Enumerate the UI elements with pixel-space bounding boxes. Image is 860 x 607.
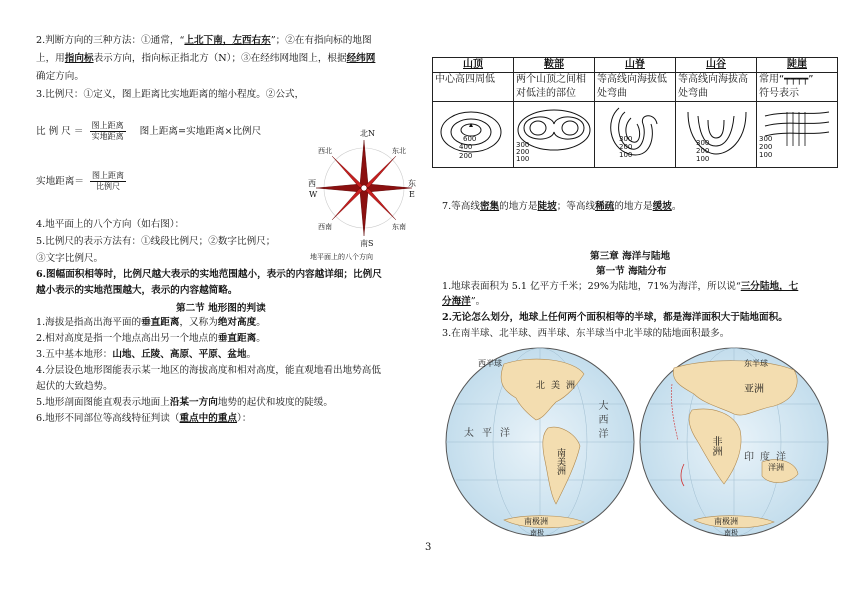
terrain-name: 山脊 [595, 58, 676, 73]
northern-hemisphere-note: 3.在南半球、北半球、西半球、东半球当中北半球的陆地面积最多。 [442, 328, 730, 339]
desc-line: 两个山顶之间相 [516, 74, 586, 85]
fraction-denominator: 比例尺 [96, 182, 121, 191]
direction-rule: 上北下南，左西右东 [184, 35, 271, 46]
atlantic-label: 大西洋 [596, 400, 607, 442]
world-hemispheres-map [444, 344, 830, 540]
compass-west: 西 [308, 179, 316, 188]
earth-surface-line1 [442, 280, 798, 294]
layered-map-line2: 起伏的大致趋势。 [36, 381, 113, 392]
text-span: 2.相对高度是指一个地点高出另一个地点的 [36, 333, 218, 344]
terrain-figure-row [433, 102, 838, 168]
contour-value: 200 [696, 147, 710, 155]
contour-features-note [36, 412, 251, 426]
terrain-name-row [433, 58, 838, 73]
text-span: ”；②在有指向标的地图 [270, 35, 372, 46]
scale-formula-2: 图上距离=实地距离×比例尺 [139, 126, 262, 137]
text-span: 5.地形剖面图能直观表示地面上 [36, 397, 170, 408]
compass-southeast: 东南 [392, 223, 406, 231]
section-heading-terrain: 第二节 地形图的判读 [176, 303, 266, 314]
keyword: 垂直距离 [141, 317, 180, 328]
scale-label: 比 例 尺 ＝ [36, 126, 84, 137]
landforms-list [36, 348, 256, 362]
text-span: ）： [237, 413, 252, 424]
scale-definition: 3.比例尺：①定义，图上距离比实地距离的缩小程度。②公式， [36, 89, 305, 100]
compass-west-letter: W [309, 190, 318, 199]
keyword: 经纬网 [346, 53, 376, 64]
desc-line: 处弯曲 [678, 88, 708, 99]
terrain-name: 陡崖 [757, 58, 838, 73]
keyword: 重点中的重点 [179, 413, 238, 424]
keyword: 密集 [479, 201, 500, 212]
text-span: 7.等高线 [442, 201, 480, 212]
compass-south: 南S [360, 239, 374, 248]
terrain-name: 鞍部 [514, 58, 595, 73]
western-hemisphere-label: 西半球 [478, 359, 502, 368]
indian-ocean-label: 印度洋 [744, 452, 792, 463]
contour-value: 400 [459, 143, 473, 151]
scale-rule-line1: 6.图幅面积相等时，比例尺越大表示的实地范围越小，表示的内容越详细；比例尺 [36, 269, 382, 280]
text-span: 上，用 [36, 53, 65, 64]
compass-southwest: 西南 [318, 223, 332, 231]
asia-label: 亚洲 [744, 384, 764, 395]
desc-line: 对低洼的部位 [516, 88, 576, 99]
section-heading-land-sea: 第一节 海陆分布 [596, 266, 667, 277]
keyword: 沿某一方向 [169, 397, 218, 408]
direction-methods-line1 [36, 34, 372, 48]
scale-rule-line2: 越小表示的实地范围越大，表示的内容越简略。 [36, 285, 238, 296]
antarctica-west-label: 南极洲 [524, 517, 548, 526]
direction-methods-line2 [36, 52, 375, 66]
south-pole-west: 南极 [530, 529, 544, 537]
terrain-desc-row [433, 73, 838, 102]
keyword: 绝对高度 [217, 317, 257, 328]
eastern-hemisphere-label: 东半球 [744, 359, 768, 368]
text-span: ；等高线 [556, 201, 596, 212]
compass-caption: 地平面上的八个方向 [310, 253, 373, 261]
contour-value: 600 [463, 135, 477, 143]
layered-map-line1: 4.分层设色地形图能表示某一地区的海拔高度和相对高度，能直观地看出地势高低 [36, 365, 381, 376]
terrain-desc [757, 73, 838, 102]
keyword: 垂直距离 [217, 333, 257, 344]
terrain-desc [433, 73, 514, 102]
compass-northeast: 东北 [392, 147, 406, 155]
real-distance-fraction [90, 171, 126, 192]
hemisphere-rule: 2.无论怎么划分，地球上任何两个面积相等的半球，都是海洋面积大于陆地面积。 [442, 312, 788, 323]
desc-line: 处弯曲 [597, 88, 627, 99]
keyword: 陡坡 [537, 201, 557, 212]
altitude-definition [36, 316, 266, 330]
page-number: 3 [425, 542, 432, 553]
eight-directions-note: 4.地平面上的八个方向（如右图）： [36, 219, 185, 230]
terrain-desc [514, 73, 595, 102]
valley-contour-icon [676, 102, 756, 162]
keyword: 指向标 [64, 53, 94, 64]
ridge-contour-cell [595, 102, 676, 168]
text-span: 1.海拔是指高出海平面的 [36, 317, 142, 328]
contour-value: 200 [759, 143, 773, 151]
text-span: 。 [256, 333, 266, 344]
left-column [36, 34, 428, 434]
contour-slope-note [442, 200, 681, 214]
keyword: 三分陆地，七 [740, 281, 799, 292]
desc-line: 常用“┯┯┯┯” [759, 74, 814, 85]
desc-line: 等高线向海拔低 [597, 74, 667, 85]
text-span: 2.判断方向的三种方法：①通常，“ [36, 35, 185, 46]
text-span: 。 [246, 349, 257, 360]
keyword: 稀疏 [595, 201, 615, 212]
antarctica-east-label: 南极洲 [714, 517, 738, 526]
keyword: 山地、丘陵、高原、平原、盆地 [112, 349, 247, 360]
scale-fraction [90, 121, 126, 142]
compass-east: 东 [408, 179, 416, 188]
world-map-icon [444, 344, 830, 540]
keyword: 分海洋 [442, 296, 471, 307]
contour-value: 300 [759, 135, 773, 143]
text-span: 1.地球表面积为 5.1 亿平方千米；29%为陆地，71%为海洋，所以说“ [442, 281, 741, 292]
scale-formula [36, 120, 261, 144]
north-america-label: 北美洲 [536, 381, 582, 391]
desc-line: 中心高四周低 [435, 74, 495, 85]
contour-value: 200 [459, 152, 473, 160]
cliff-contour-cell [757, 102, 838, 168]
compass-north: 北N [360, 129, 375, 138]
text-span: 。 [256, 317, 266, 328]
peak-contour-cell [433, 102, 514, 168]
saddle-contour-cell [514, 102, 595, 168]
ridge-contour-icon [595, 102, 675, 162]
contour-value: 100 [759, 151, 773, 159]
desc-line: 符号表示 [759, 88, 799, 99]
keyword: 缓坡 [652, 201, 672, 212]
fraction-numerator: 图上距离 [91, 121, 124, 130]
profile-map-note [36, 396, 333, 410]
terrain-name: 山谷 [676, 58, 757, 73]
oceania-label: 洋洲 [768, 463, 784, 472]
text-span: 6.地形不同部位等高线特征判读（ [36, 413, 180, 424]
text-span: 。 [671, 201, 682, 212]
real-distance-formula [36, 170, 129, 194]
direction-methods-line3: 确定方向。 [36, 71, 84, 82]
contour-value: 100 [516, 155, 530, 163]
south-pole-east: 南极 [724, 529, 738, 537]
terrain-table [432, 57, 838, 168]
terrain-name: 山顶 [433, 58, 514, 73]
compass-rose-figure [304, 130, 424, 258]
text-span: ，又称为 [179, 317, 218, 328]
south-america-label: 南美洲 [555, 448, 565, 475]
terrain-desc [676, 73, 757, 102]
scale-methods-line1: 5.比例尺的表示方法有：①线段比例尺；②数字比例尺； [36, 236, 276, 247]
relative-height-definition [36, 332, 266, 346]
earth-surface-line2 [442, 295, 485, 309]
text-span: ”。 [470, 296, 486, 307]
contour-value: 200 [516, 148, 530, 156]
contour-value: 100 [696, 155, 710, 163]
contour-value: 300 [696, 139, 710, 147]
text-span: 3.五中基本地形： [36, 349, 113, 360]
compass-northwest: 西北 [318, 147, 332, 155]
pacific-label: 太平洋 [464, 428, 518, 439]
text-span: 地势的起伏和坡度的陡缓。 [217, 397, 333, 408]
text-span: 表示方向，指向标正指北方（N）；③在经纬网地图上，根据 [93, 53, 347, 64]
contour-value: 100 [619, 151, 633, 159]
contour-value: 300 [516, 141, 530, 149]
fraction-denominator: 实地距离 [91, 132, 124, 141]
text-span: 的地方是 [499, 201, 538, 212]
valley-contour-cell [676, 102, 757, 168]
real-distance-label: 实地距离＝ [36, 176, 84, 187]
chapter-heading: 第三章 海洋与陆地 [590, 251, 671, 262]
fraction-numerator: 图上距离 [92, 171, 125, 180]
contour-value: 200 [619, 143, 633, 151]
africa-label: 非洲 [710, 436, 721, 456]
text-span: 的地方是 [614, 201, 653, 212]
terrain-desc [595, 73, 676, 102]
desc-line: 等高线向海拔高 [678, 74, 748, 85]
compass-east-letter: E [409, 190, 415, 199]
contour-value: 300 [619, 135, 633, 143]
scale-methods-line2: ③文字比例尺。 [36, 253, 104, 264]
